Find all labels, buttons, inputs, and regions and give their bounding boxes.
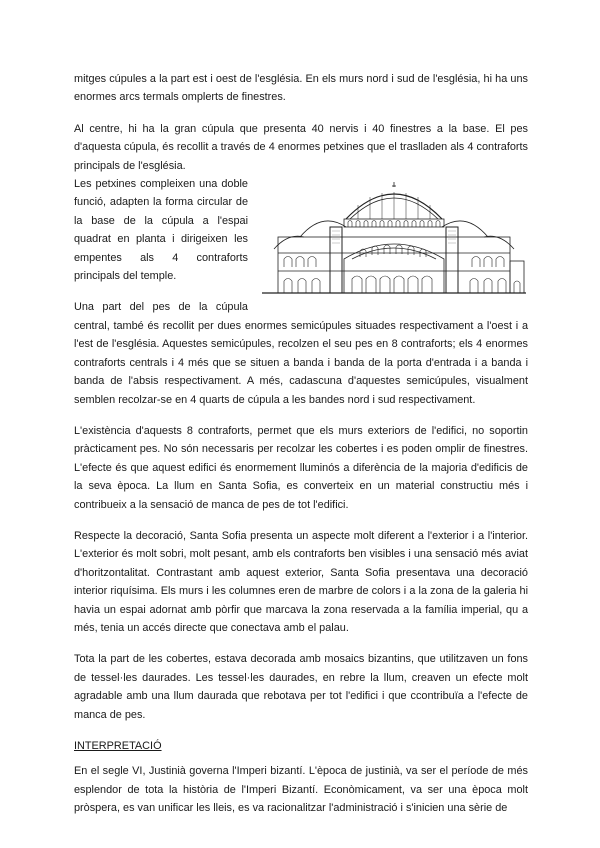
paragraph-semicupules: mitges cúpules a la part est i oest de l'església. En els murs nord i sud de l'església, hi ha uns enormes arcs termals omplerts de finestres.: [74, 73, 528, 104]
hagia-sophia-engraving: [260, 175, 528, 297]
paragraph-decoracio: Respecte la decoració, Santa Sofia presenta un aspecte molt diferent a l'exterior i a l'interior. L'exterior és molt sobri, molt pesant, amb els contraforts ben visibles i una sensació més aviat d'horitzontalitat. Contrastant amb aquest exterior, Santa Sofia presentava una decoració interior riquísima. Els murs i les columnes eren de marbre de colors i a la zona de la galeria hi havia un espai adornat amb pòrfir que marcava la zona reservada a la família imperial, qu a més, tenia un accés directe que conectava amb el palau.: [74, 529, 528, 634]
paragraph-semicupules-pes: Una part del pes de la cúpula central, també és recollit per dues enormes semicúpules situades respectivament a l'oest i a l'est de l'església. Aquestes semicúpules, recolzen el seu pes en 8 contraforts; els 4 enormes contraforts centrals i 4 més que se situen a banda i banda de la porta d'entrada i a banda i banda de l'absis respectivament. A més, cadascuna d'aquestes semicúpules, visualment semblen recolzar-se en 4 quarts de cúpula a les bandes nord i sud respectivament.: [74, 301, 528, 406]
paragraph-interpretacio: En el segle VI, Justinià governa l'Imperi bizantí. L'època de justinià, va ser el període de més esplendor de tota la història de l'Imperi Bizantí. Econòmicament, va ser una època molt pròspera, es van unificar les lleis, es va racionalitzar l'administració i s'inicien una sèrie de: [74, 765, 528, 815]
paragraph-gran-cupula: Al centre, hi ha la gran cúpula que presenta 40 nervis i 40 finestres a la base. El pes d'aquesta cúpula, és recollit a través de 4 enormes petxines que el traslladen als 4 contraforts principals de l'església.: [74, 122, 528, 172]
paragraph-petxines: Les petxines compleixen una doble funció, adapten la forma circular de la base de la cúpula a l'espai quadrat en planta i dirigeixen les empentes als 4 contraforts principals del temple.: [74, 178, 248, 283]
hagia-sophia-section-icon: [260, 175, 528, 297]
section-heading-interpretacio: INTERPRETACIÓ: [74, 740, 162, 752]
paragraph-mosaics: Tota la part de les cobertes, estava decorada amb mosaics bizantins, que utilitzaven un fons de tessel·les daurades. Les tessel·les daurades, en rebre la llum, creaven un efecte molt agradable amb una llum daurada que rebotava per tot l'edifici i que ccontribuïa a l'efecte de manca de pes.: [74, 653, 528, 721]
document-body: [74, 70, 528, 831]
paragraph-contraforts: L'existència d'aquests 8 contraforts, permet que els murs exteriors de l'edifici, no soportin pràcticament pes. No són necessaris per recolzar les cobertes i es poden omplir de finestres. L'efecte és que aquest edifici és enormement lluminós a diferència de la majoria d'edificis de la seva època. La llum en Santa Sofia, es converteix en un material constructiu més i contribueix a la sensació de manca de pes de tot l'edifici.: [74, 424, 528, 511]
